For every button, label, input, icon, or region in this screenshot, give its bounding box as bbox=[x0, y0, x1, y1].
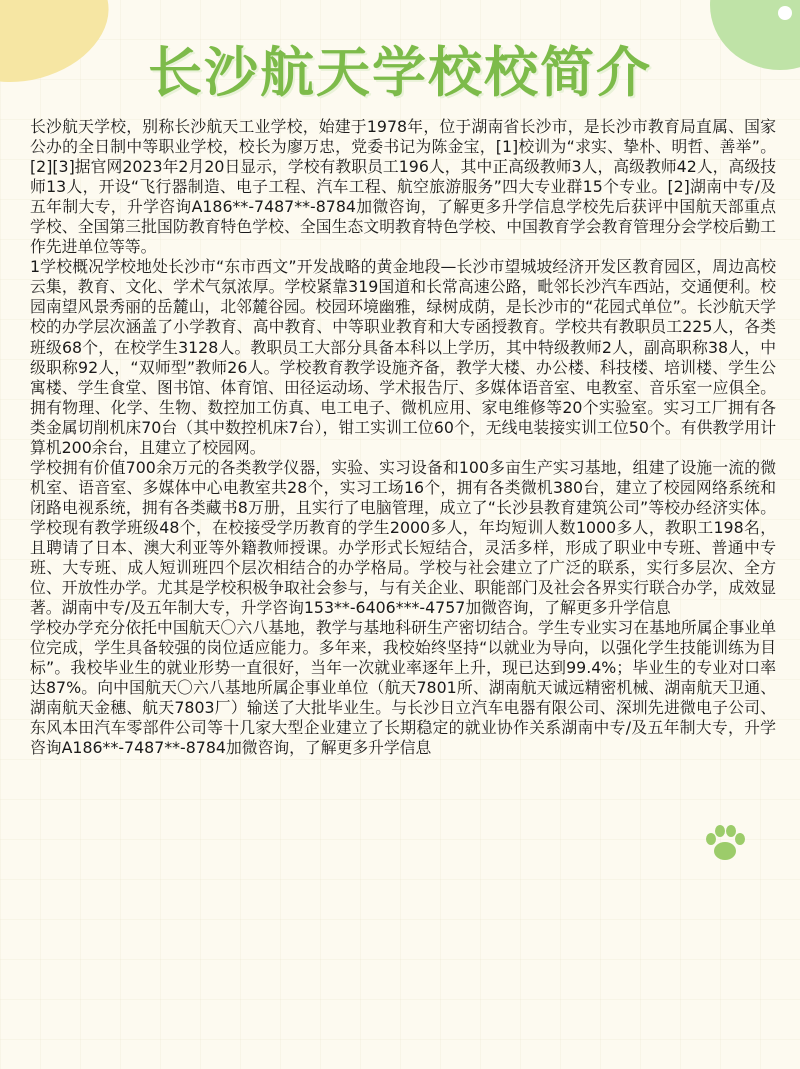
page-title: 长沙航天学校校简介 bbox=[148, 41, 652, 104]
paragraph-overview: 1学校概况学校地处长沙市“东市西文”开发战略的黄金地段—长沙市望城坡经济开发区教育园区，周边高校云集，教育、文化、学术气氛浓厚。学校紧靠319国道和长常高速公路，毗邻长沙汽车西站，交通便利。校园南望风景秀丽的岳麓山，北邻麓谷园。校园环境幽雅，绿树成荫，是长沙市的“花园式单位”。长沙航天学校的办学层次涵盖了小学教育、高中教育、中等职业教育和大专函授教育。学校共有教职员工225人，各类班级68个，在校学生3128人。教职员工大部分具备本科以上学历，其中特级教师2人，副高职称38人，中级职称92人，“双师型”教师26人。学校教育教学设施齐备，教学大楼、办公楼、科技楼、培训楼、学生公寓楼、学生食堂、图书馆、体育馆、田径运动场、学术报告厅、多媒体语音室、电教室、音乐室一应俱全。拥有物理、化学、生物、数控加工仿真、电工电子、微机应用、家电维修等20个实验室。实习工厂拥有各类金属切削机床70台（其中数控机床7台），钳工实训工位60个，无线电装接实训工位50个。有供教学用计算机200余台，且建立了校园网。 bbox=[30, 257, 776, 457]
article-body bbox=[30, 117, 776, 759]
paragraph-intro: 长沙航天学校，别称长沙航天工业学校，始建于1978年，位于湖南省长沙市，是长沙市教育局直属、国家公办的全日制中等职业学校，校长为廖万忠，党委书记为陈金宝，[1]校训为“求实、挚朴、明哲、善举”。[2][3]据官网2023年2月20日显示，学校有教职员工196人，其中正高级教师3人，高级教师42人，高级技师13人，开设“飞行器制造、电子工程、汽车工程、航空旅游服务”四大专业群15个专业。[2]湖南中专/及五年制大专，升学咨询A186**-7487**-8784加微咨询，了解更多升学信息学校先后获评中国航天部重点学校、全国第三批国防教育特色学校、全国生态文明教育特色学校、中国教育学会教育管理分会学校后勤工作先进单位等等。 bbox=[30, 117, 776, 257]
paragraph-facilities: 学校拥有价值700余万元的各类教学仪器，实验、实习设备和100多亩生产实习基地，组建了设施一流的微机室、语音室、多媒体中心电教室共28个，实习工场16个，拥有各类微机380台，建立了校园网络系统和闭路电视系统，拥有各类藏书8万册，且实行了电脑管理，成立了“长沙县教育建筑公司”等校办经济实体。学校现有教学班级48个，在校接受学历教育的学生2000多人，年均短训人数1000多人，教职工198名，且聘请了日本、澳大利亚等外籍教师授课。办学形式长短结合，灵活多样，形成了职业中专班、普通中专班、大专班、成人短训班四个层次相结合的办学格局。学校与社会建立了广泛的联系，实行多层次、全方位、开放性办学。尤其是学校积极争取社会参与，与有关企业、职能部门及社会各界实行联合办学，成效显著。湖南中专/及五年制大专，升学咨询153**-6406***-4757加微咨询，了解更多升学信息 bbox=[30, 457, 776, 618]
paw-print-icon bbox=[700, 818, 750, 868]
paragraph-employment: 学校办学充分依托中国航天〇六八基地，教学与基地科研生产密切结合。学生专业实习在基地所属企事业单位完成，学生具备较强的岗位适应能力。多年来，我校始终坚持“以就业为导向，以强化学生技能训练为目标”。我校毕业生的就业形势一直很好，当年一次就业率逐年上升，现已达到99.4%；毕业生的专业对口率达87%。向中国航天〇六八基地所属企事业单位（航天7801所、湖南航天诚远精密机械、湖南航天卫通、湖南航天金穗、航天7803厂）输送了大批毕业生。与长沙日立汽车电器有限公司、深圳先进微电子公司、东风本田汽车零部件公司等十几家大型企业建立了长期稳定的就业协作关系湖南中专/及五年制大专，升学咨询A186**-7487**-8784加微咨询，了解更多升学信息 bbox=[30, 618, 776, 758]
decorative-dot-top-right bbox=[778, 6, 792, 20]
